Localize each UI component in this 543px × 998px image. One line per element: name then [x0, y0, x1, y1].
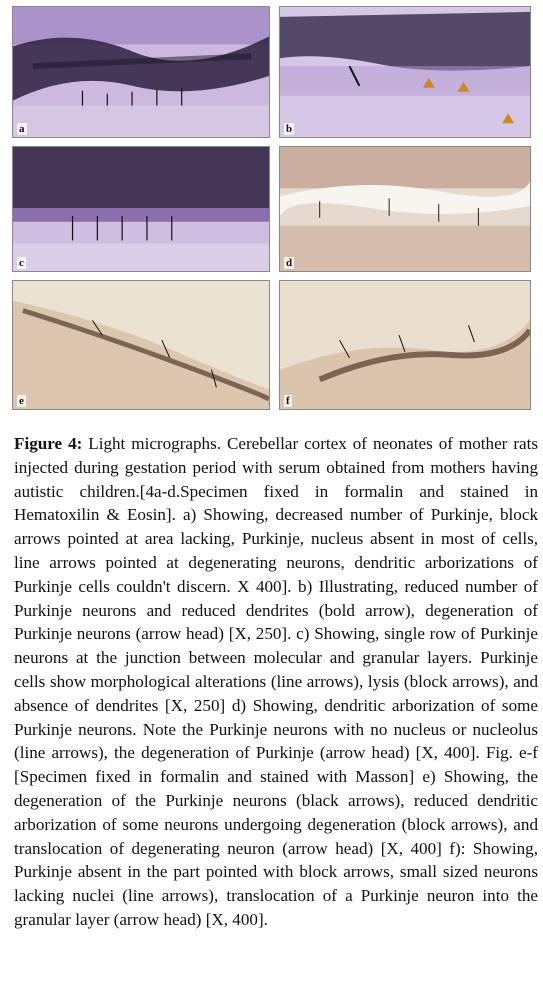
micrograph-panel-c [12, 146, 270, 272]
micrograph-panel-d [279, 146, 531, 272]
panel-label-f: f [286, 395, 290, 407]
micrograph-panel-f [279, 280, 531, 410]
panel-label-b: b [286, 123, 293, 135]
micrograph-panel-b [279, 6, 531, 138]
micrograph-image-a [13, 7, 269, 137]
micrograph-image-b [280, 7, 530, 137]
figure-caption-text: Light micrographs. Cerebellar cortex of neonates of mother rats injected during gestation period with serum obtained from mothers having autistic children.[4a-d.Specimen fixed in formalin and stained in Hematoxilin & Eosin]. a) Showing, decreased number of Purkinje, block arrows pointed at area lacking, Purkinje, nucleus absent in most of cells, line arrows pointed at degenerating neurons, dendritic arborizations of Purkinje cells couldn't discern. X 400]. b) Illustrating, reduced number of Purkinje neurons and reduced dendrites (bold arrow), degeneration of Purkinje neurons (arrow head) [X, 250]. c) Showing, single row of Purkinje neurons at the junction between molecular and granular layers. Purkinje cells show morphological alterations (line arrows), lysis (block arrows), and absence of dendrites [X, 250] d) Showing, dendritic arborization of some Purkinje neurons. Note the Purkinje neurons with no nucleus or nucleolus (line arrows), the degeneration of Purkinje (arrow head) [X, 400]. Fig. e-f [Specimen fixed in formalin and stained with Masson] e) Showing, the degeneration of the Purkinje neurons (black arrows), reduced dendritic arborization of some neurons undergoing degeneration (block arrows), and translocation of degenerating neuron (arrow head) [X, 400] f): Showing, Purkinje absent in the part pointed with block arrows, small sized neurons lacking nuclei (line arrows), translocation of a Purkinje neuron into the granular layer (arrow head) [X, 400]. [14, 434, 538, 929]
panel-label-c: c [19, 257, 24, 269]
figure-caption-label: Figure 4: [14, 434, 83, 453]
micrograph-panel-e [12, 280, 270, 410]
panel-label-e: e [19, 395, 24, 407]
micrograph-image-f [280, 281, 530, 409]
panel-label-d: d [286, 257, 293, 269]
micrograph-image-e [13, 281, 269, 409]
micrograph-image-d [280, 147, 530, 271]
micrograph-image-c [13, 147, 269, 271]
micrograph-panel-a [12, 6, 270, 138]
panel-label-a: a [19, 123, 25, 135]
figure-caption [14, 432, 538, 932]
